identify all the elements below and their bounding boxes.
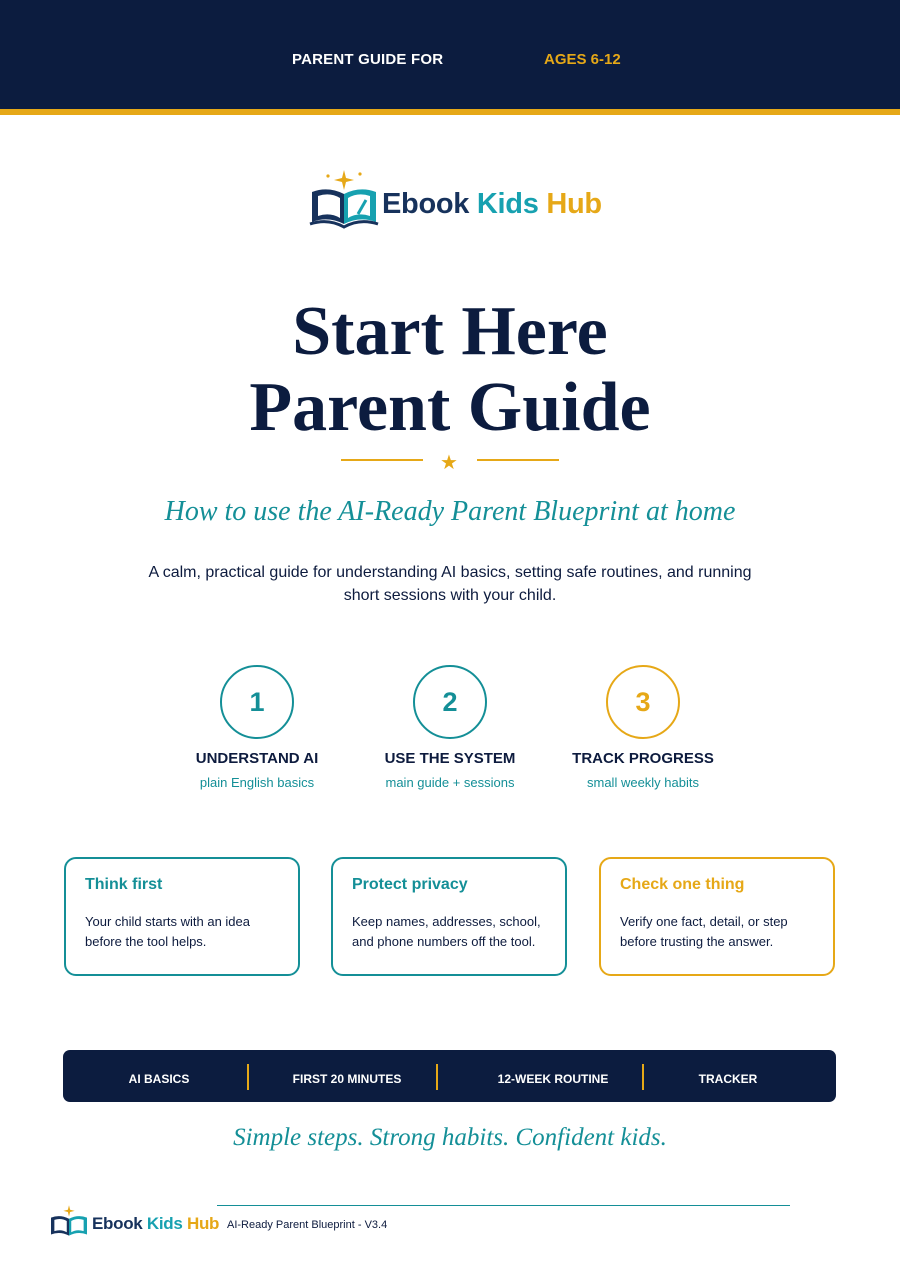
header-age-label: AGES 6-12	[544, 51, 621, 68]
subtitle: How to use the AI-Ready Parent Blueprint at home	[164, 496, 736, 527]
open-book-with-sparkle-icon	[308, 166, 380, 230]
step-sublabel: small weekly habits	[587, 775, 699, 790]
star-icon: ★	[440, 452, 458, 474]
nav-item-first-20-minutes[interactable]: FIRST 20 MINUTES	[292, 1072, 402, 1086]
page-title-line-1: Start Here	[292, 293, 608, 370]
logo-word-kids: Kids	[476, 188, 539, 220]
step-3	[543, 665, 743, 790]
page-title-line-2: Parent Guide	[249, 369, 651, 446]
tip-card-body: Your child starts with an idea before the tool helps.	[85, 914, 251, 949]
nav-item-12-week-routine[interactable]: 12-WEEK ROUTINE	[497, 1072, 609, 1086]
header-accent-rule	[0, 109, 900, 115]
section-nav-bar	[63, 1050, 836, 1102]
logo-word-ebook: Ebook	[382, 188, 470, 220]
tip-card-body: Verify one fact, detail, or step before trusting the answer.	[620, 914, 788, 949]
nav-separator	[642, 1064, 644, 1090]
tip-card-check-one-thing	[599, 857, 835, 976]
nav-item-ai-basics[interactable]: AI BASICS	[128, 1072, 190, 1086]
footer-brand-logo	[48, 1203, 218, 1239]
footer-logo-wordmark	[92, 1214, 219, 1234]
footer-version-text: AI-Ready Parent Blueprint - V3.4	[227, 1219, 388, 1231]
step-number-badge: 1	[220, 665, 294, 739]
step-label: UNDERSTAND AI	[195, 750, 319, 767]
tagline: Simple steps. Strong habits. Confident kids.	[233, 1124, 667, 1151]
tip-card-think-first	[64, 857, 300, 976]
step-number-badge: 2	[413, 665, 487, 739]
header-band	[0, 0, 900, 109]
step-sublabel: plain English basics	[199, 775, 315, 790]
footer-logo-word-hub: Hub	[186, 1214, 220, 1233]
nav-separator	[247, 1064, 249, 1090]
step-2	[350, 665, 550, 790]
brand-logo	[308, 166, 602, 230]
step-sublabel: main guide + sessions	[385, 775, 515, 790]
step-label: USE THE SYSTEM	[384, 750, 516, 767]
logo-wordmark	[382, 188, 602, 221]
step-1	[157, 665, 357, 790]
footer-logo-word-ebook: Ebook	[92, 1214, 143, 1233]
step-number-badge: 3	[606, 665, 680, 739]
logo-word-hub: Hub	[546, 188, 602, 220]
header-audience-label: PARENT GUIDE FOR	[292, 51, 444, 68]
nav-item-tracker[interactable]: TRACKER	[698, 1072, 758, 1086]
intro-paragraph: A calm, practical guide for understanding AI basics, setting safe routines, and running short sessions with your child.	[148, 564, 752, 604]
open-book-with-sparkle-icon	[48, 1203, 90, 1239]
tip-card-title: Think first	[85, 876, 163, 893]
tip-card-protect-privacy	[331, 857, 567, 976]
tip-card-title: Check one thing	[620, 876, 745, 893]
footer-logo-word-kids: Kids	[146, 1214, 183, 1233]
step-label: TRACK PROGRESS	[572, 750, 714, 767]
nav-separator	[436, 1064, 438, 1090]
divider-line-left	[341, 459, 423, 461]
footer-rule	[217, 1205, 790, 1206]
tip-card-body: Keep names, addresses, school, and phone numbers off the tool.	[352, 914, 541, 949]
tip-card-title: Protect privacy	[352, 876, 468, 893]
divider-line-right	[477, 459, 559, 461]
